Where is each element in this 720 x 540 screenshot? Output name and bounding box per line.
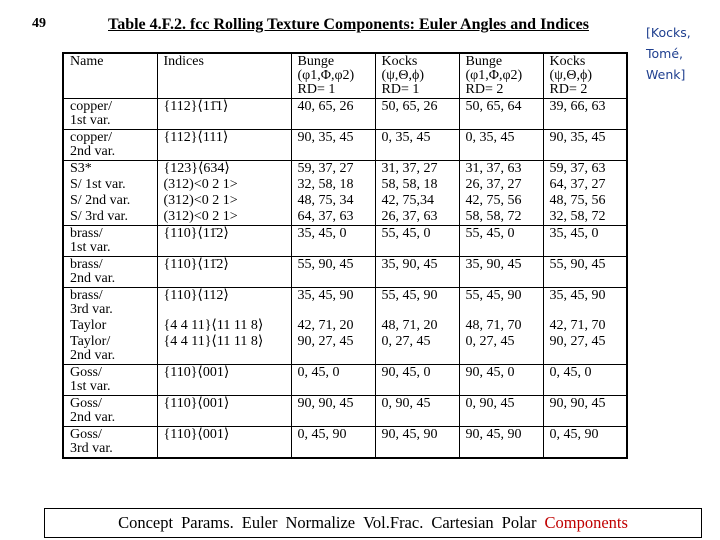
column-header — [157, 53, 291, 99]
euler-angle-cell: 31, 37, 63 — [459, 161, 543, 178]
component-name-cell — [63, 427, 157, 459]
miller-indices-cell: {110}⟨11̄2⟩ — [157, 226, 291, 257]
component-name-cell — [63, 130, 157, 161]
euler-angle-cell: 35, 45, 90 — [291, 288, 375, 319]
euler-angle-cell: 64, 37, 27 — [543, 177, 627, 193]
component-name-line: Goss/ — [70, 365, 102, 380]
component-name-cell — [63, 99, 157, 130]
euler-angle-cell: 48, 75, 56 — [543, 193, 627, 209]
component-name-line: 3rd var. — [70, 441, 113, 456]
column-header-line: RD= 1 — [297, 82, 336, 97]
table-row — [63, 99, 627, 130]
nav-link-params[interactable]: Params. — [181, 513, 234, 532]
euler-angle-cell: 48, 75, 34 — [291, 193, 375, 209]
component-name-line: copper/ — [70, 99, 112, 114]
euler-angle-cell: 0, 90, 45 — [459, 396, 543, 427]
column-header-line: Bunge — [297, 54, 335, 69]
euler-angle-cell: 48, 71, 70 — [459, 318, 543, 334]
miller-indices-cell: {4 4 11}⟨11 11 8⟩ — [157, 334, 291, 365]
table-row — [63, 226, 627, 257]
component-name-cell — [63, 161, 157, 178]
euler-angle-cell: 90, 27, 45 — [291, 334, 375, 365]
component-name-line: Taylor/ — [70, 334, 111, 349]
euler-angle-cell: 90, 45, 0 — [459, 365, 543, 396]
slide-number: 49 — [32, 16, 46, 31]
nav-link-vol-frac[interactable]: Vol.Frac. — [363, 513, 424, 532]
component-name-line: 2nd var. — [70, 410, 116, 425]
component-name-line: 2nd var. — [70, 144, 116, 159]
euler-angle-cell: 0, 27, 45 — [459, 334, 543, 365]
euler-angle-cell: 55, 45, 90 — [459, 288, 543, 319]
nav-link-concept[interactable]: Concept — [118, 513, 174, 532]
euler-angle-cell: 40, 65, 26 — [291, 99, 375, 130]
euler-angle-cell: 90, 35, 45 — [543, 130, 627, 161]
euler-angle-cell: 42, 71, 20 — [291, 318, 375, 334]
component-name-line: 1st var. — [70, 240, 111, 255]
table-row — [63, 396, 627, 427]
euler-angle-cell: 0, 45, 0 — [291, 365, 375, 396]
citation: [Kocks, Tomé, Wenk] — [646, 25, 691, 82]
component-name-line: 3rd var. — [70, 302, 113, 317]
euler-angle-cell: 42, 75,34 — [375, 193, 459, 209]
table-row — [63, 257, 627, 288]
euler-angle-cell: 35, 45, 0 — [543, 226, 627, 257]
component-name-cell — [63, 334, 157, 365]
euler-angle-cell: 58, 58, 18 — [375, 177, 459, 193]
miller-indices-cell: {110}⟨001⟩ — [157, 396, 291, 427]
euler-angle-cell: 90, 45, 0 — [375, 365, 459, 396]
euler-angle-cell: 64, 37, 63 — [291, 209, 375, 226]
column-header — [543, 53, 627, 99]
euler-angle-cell: 55, 45, 0 — [375, 226, 459, 257]
table-row — [63, 130, 627, 161]
column-header — [291, 53, 375, 99]
miller-indices-cell: {112}⟨111⟩ — [157, 130, 291, 161]
euler-angle-cell: 0, 35, 45 — [459, 130, 543, 161]
euler-angle-cell: 35, 45, 0 — [291, 226, 375, 257]
euler-angle-cell: 26, 37, 27 — [459, 177, 543, 193]
column-header-line: Indices — [163, 54, 204, 69]
euler-angle-cell: 0, 27, 45 — [375, 334, 459, 365]
euler-angle-cell: 90, 90, 45 — [543, 396, 627, 427]
nav-link-cartesian[interactable]: Cartesian — [431, 513, 494, 532]
column-header-line: (φ1,Φ,φ2) — [297, 68, 355, 83]
euler-angle-cell: 90, 45, 90 — [375, 427, 459, 459]
miller-indices-cell: {110}⟨001⟩ — [157, 427, 291, 459]
euler-angle-cell: 50, 65, 26 — [375, 99, 459, 130]
euler-angle-cell: 90, 27, 45 — [543, 334, 627, 365]
euler-angle-cell: 0, 45, 90 — [291, 427, 375, 459]
column-header-line: RD= 2 — [549, 82, 588, 97]
column-header-line: Kocks — [381, 54, 418, 69]
column-header-line: Name — [70, 54, 104, 69]
table-row — [63, 177, 627, 193]
column-header-line: (φ1,Φ,φ2) — [465, 68, 523, 83]
column-header-line: RD= 1 — [381, 82, 420, 97]
table-row — [63, 365, 627, 396]
component-name-line: copper/ — [70, 130, 112, 145]
column-header — [63, 53, 157, 99]
euler-angle-cell: 59, 37, 63 — [543, 161, 627, 178]
euler-angle-cell: 35, 45, 90 — [543, 288, 627, 319]
column-header-line: (ψ,Θ,ϕ) — [381, 68, 425, 83]
table-row — [63, 209, 627, 226]
texture-components-table — [62, 52, 628, 459]
euler-angle-cell: 55, 90, 45 — [543, 257, 627, 288]
euler-angle-cell: 55, 90, 45 — [291, 257, 375, 288]
euler-angle-cell: 48, 71, 20 — [375, 318, 459, 334]
euler-angle-cell: 35, 90, 45 — [459, 257, 543, 288]
nav-bar — [44, 508, 702, 538]
nav-link-euler[interactable]: Euler — [241, 513, 278, 532]
component-name-cell — [63, 365, 157, 396]
euler-angle-cell: 90, 45, 90 — [459, 427, 543, 459]
euler-angle-cell: 42, 71, 70 — [543, 318, 627, 334]
component-name-line: Goss/ — [70, 427, 102, 442]
miller-indices-cell: {110}⟨001⟩ — [157, 365, 291, 396]
component-name-line: S3* — [70, 161, 92, 176]
component-name-cell — [63, 396, 157, 427]
miller-indices-cell: {110}⟨112⟩ — [157, 288, 291, 319]
table-row — [63, 427, 627, 459]
column-header — [459, 53, 543, 99]
euler-angle-cell: 26, 37, 63 — [375, 209, 459, 226]
euler-angle-cell: 42, 75, 56 — [459, 193, 543, 209]
euler-angle-cell: 35, 90, 45 — [375, 257, 459, 288]
nav-link-polar[interactable]: Polar — [501, 513, 537, 532]
table-row — [63, 193, 627, 209]
component-name-line: brass/ — [70, 288, 103, 303]
component-name-cell — [63, 177, 157, 193]
component-name-cell — [63, 288, 157, 319]
euler-angle-cell: 90, 35, 45 — [291, 130, 375, 161]
euler-angle-cell: 55, 45, 90 — [375, 288, 459, 319]
table-row — [63, 288, 627, 319]
component-name-line: 2nd var. — [70, 271, 116, 286]
euler-angle-cell: 50, 65, 64 — [459, 99, 543, 130]
euler-angle-cell: 59, 37, 27 — [291, 161, 375, 178]
component-name-line: 1st var. — [70, 379, 111, 394]
component-name-line: S/ 3rd var. — [70, 209, 128, 224]
miller-indices-cell: (312)<0 2 1> — [157, 193, 291, 209]
euler-angle-cell: 55, 45, 0 — [459, 226, 543, 257]
euler-angle-cell: 0, 45, 0 — [543, 365, 627, 396]
euler-angle-cell: 39, 66, 63 — [543, 99, 627, 130]
miller-indices-cell: {112}⟨11̄1⟩ — [157, 99, 291, 130]
component-name-line: S/ 2nd var. — [70, 193, 131, 208]
component-name-line: brass/ — [70, 226, 103, 241]
component-name-line: brass/ — [70, 257, 103, 272]
component-name-cell — [63, 209, 157, 226]
component-name-cell — [63, 318, 157, 334]
table-caption: Table 4.F.2. fcc Rolling Texture Components: Euler Angles and Indices — [108, 16, 589, 33]
component-name-cell — [63, 193, 157, 209]
component-name-line: Goss/ — [70, 396, 102, 411]
component-name-line: S/ 1st var. — [70, 177, 126, 192]
euler-angle-cell: 32, 58, 72 — [543, 209, 627, 226]
euler-angle-cell: 32, 58, 18 — [291, 177, 375, 193]
component-name-line: Taylor — [70, 318, 107, 333]
table-row — [63, 161, 627, 178]
miller-indices-cell: {123}⟨634⟩ — [157, 161, 291, 178]
miller-indices-cell: {4 4 11}⟨11 11 8⟩ — [157, 318, 291, 334]
column-header-line: Kocks — [549, 54, 586, 69]
table-row — [63, 334, 627, 365]
column-header-line: Bunge — [465, 54, 503, 69]
euler-angle-cell: 31, 37, 27 — [375, 161, 459, 178]
component-name-line: 1st var. — [70, 113, 111, 128]
miller-indices-cell: {110}⟨11̄2⟩ — [157, 257, 291, 288]
column-header-line: (ψ,Θ,ϕ) — [549, 68, 593, 83]
column-header-line: RD= 2 — [465, 82, 504, 97]
column-header — [375, 53, 459, 99]
nav-link-components[interactable]: Components — [544, 513, 628, 532]
miller-indices-cell: (312)<0 2 1> — [157, 177, 291, 193]
table-row — [63, 318, 627, 334]
euler-angle-cell: 58, 58, 72 — [459, 209, 543, 226]
nav-link-normalize[interactable]: Normalize — [285, 513, 356, 532]
euler-angle-cell: 0, 45, 90 — [543, 427, 627, 459]
euler-angle-cell: 0, 35, 45 — [375, 130, 459, 161]
euler-angle-cell: 90, 90, 45 — [291, 396, 375, 427]
table-header-row — [63, 53, 627, 99]
miller-indices-cell: (312)<0 2 1> — [157, 209, 291, 226]
component-name-cell — [63, 226, 157, 257]
component-name-cell — [63, 257, 157, 288]
euler-angle-cell: 0, 90, 45 — [375, 396, 459, 427]
component-name-line: 2nd var. — [70, 348, 116, 363]
